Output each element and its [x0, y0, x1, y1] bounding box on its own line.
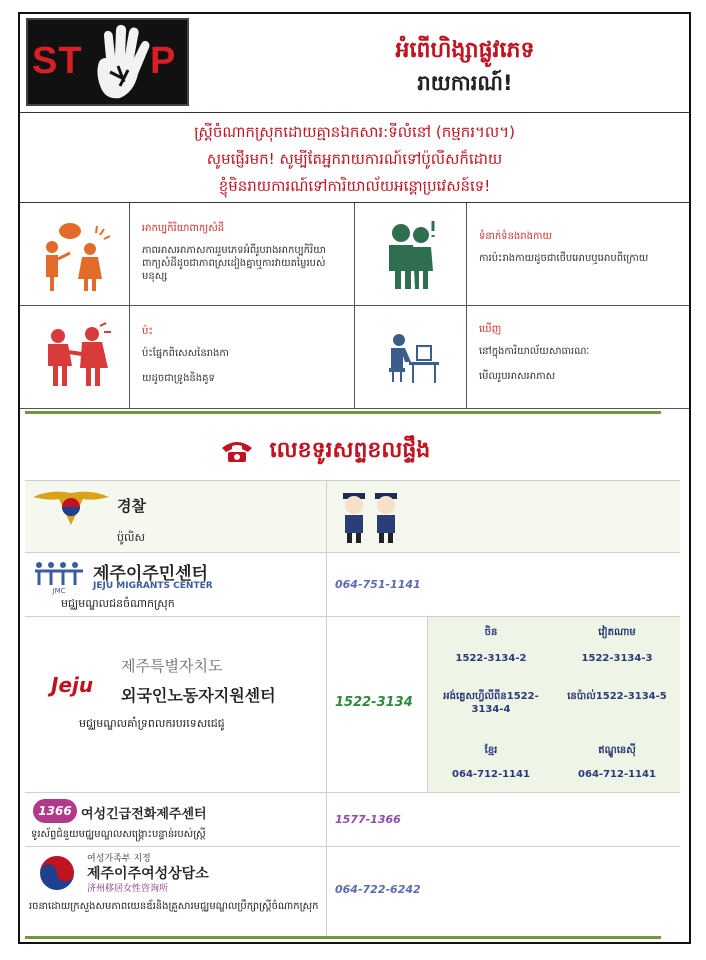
- hotline-title: [220, 436, 430, 468]
- contact-row-workers: [25, 617, 680, 793]
- header-subtitle: រាយការណ៍!: [417, 71, 513, 95]
- counsel-info: [25, 847, 327, 937]
- lang-khmer-label: ខ្មែរ: [484, 745, 498, 756]
- police-emblem-icon: [31, 485, 111, 529]
- stop-text-left: ST: [32, 40, 83, 82]
- verbal-heading: អាកប្បកិរិយាពាក្យសំដី: [142, 223, 225, 234]
- physical-contact-icon: [377, 213, 449, 293]
- jmc-english-label: JEJU MIGRANTS CENTER: [93, 581, 213, 591]
- physical-description: ការប៉ះរាងកាយដូចជាថើបអោបឬអោបពីក្រោយ: [479, 253, 649, 264]
- header-title: អំពើហិង្សាផ្លូវភេទ: [395, 38, 535, 63]
- workers-korean-main: 외국인노동자지원센터: [121, 686, 276, 705]
- contact-row-counseling: [25, 847, 680, 937]
- police-info: [25, 481, 327, 552]
- lang-indonesian-label: ឥណ្ឌូនេស៊ី: [598, 745, 636, 756]
- hotline-title-text: លេខទូរសព្ទខលផ្ទឹង: [269, 438, 431, 463]
- hand-icon: [90, 22, 156, 104]
- counsel-phone[interactable]: 064-722-6242: [335, 883, 421, 896]
- warning-line-3: ខ្ញុំមិនរាយការណ៍ទៅការិយាល័យអន្តោប្រវេសន៍ទេ!: [218, 177, 491, 195]
- lang-vietnamese-phone[interactable]: 1522-3134-3: [581, 653, 653, 664]
- lang-nepali-label: នេប៉ាល់1522-3134-5: [567, 691, 667, 702]
- physical-heading: ទំនាក់ទំនងរាងកាយ: [479, 231, 552, 242]
- workers-korean-top: 제주특별자치도: [121, 657, 223, 675]
- police-officers-illustration: [337, 487, 407, 547]
- green-divider-top: [25, 411, 661, 414]
- touch-text-cell: [130, 306, 355, 409]
- jmc-phone[interactable]: 064-751-1141: [335, 578, 421, 591]
- counsel-logo-icon: [37, 853, 77, 893]
- visual-heading: ឃើញ: [479, 324, 502, 335]
- jmc-badge-text: JMC: [52, 587, 66, 595]
- stop-text-right: P: [150, 40, 177, 82]
- workers-language-lines: [427, 617, 680, 792]
- workers-info: [25, 617, 327, 792]
- green-divider-bottom: [25, 936, 661, 939]
- visual-text-cell: [467, 306, 689, 409]
- visual-description-2: មើលរូបអាសអាភាស: [479, 371, 556, 382]
- police-korean-label: 경찰: [117, 497, 146, 515]
- jmc-khmer-label: មជ្ឈមណ្ឌលជនចំណាកស្រុក: [61, 597, 175, 610]
- contact-row-police: [25, 480, 680, 553]
- warning-line-2: សូមផ្ញើរមក! សូម្បីតែអ្នករាយការណ៍ទៅប៉ូលីសក៏ដោយ: [206, 150, 503, 168]
- women-info: [25, 793, 327, 846]
- women-korean-label: 여성긴급전화제주센터: [81, 807, 207, 822]
- jmc-logo-icon: [31, 559, 87, 595]
- lang-vietnamese-label: វៀតណាម: [598, 627, 636, 638]
- women-phone[interactable]: 1577-1366: [335, 813, 401, 826]
- poster-header: [20, 14, 689, 113]
- lang-khmer-phone[interactable]: 064-712-1141: [452, 769, 530, 780]
- contact-row-women-emergency: [25, 793, 680, 847]
- touch-icon-cell: [20, 306, 130, 409]
- lang-chinese-label: ចិន: [484, 627, 498, 638]
- touch-description-2: យដូចជាទ្រូងនិងគូទ: [142, 373, 215, 384]
- verbal-harassment-icon: [38, 217, 118, 297]
- verbal-text-cell: [130, 203, 355, 306]
- lang-english-filipino-label: អង់គ្លេសហ្វីលីពីន1522-3134-4: [443, 691, 539, 715]
- counsel-korean-top: 여성가족부 지정: [87, 854, 151, 864]
- workers-khmer-label: មជ្ឈមណ្ឌលគាំទ្រពលករបរទេសជេជូ: [79, 717, 225, 730]
- jmc-korean-label: 제주이주민센터: [93, 564, 208, 584]
- workers-logo: Jeju: [51, 673, 94, 697]
- office-desk-icon: [383, 328, 443, 388]
- counsel-hanja: 济州移居女性咨询所: [87, 884, 169, 894]
- counsel-korean-main: 제주이주여성상담소: [87, 866, 209, 882]
- lang-chinese-phone[interactable]: 1522-3134-2: [455, 653, 527, 664]
- harassment-types-grid: [20, 203, 689, 409]
- poster-frame: [18, 12, 691, 944]
- jmc-info: [25, 553, 327, 616]
- women-khmer-label: ទូរស័ព្ទជំនួយមជ្ឈមណ្ឌលសង្គ្រោះបន្ទាន់របស់ស្ត្រី: [31, 829, 206, 840]
- women-1366-logo: 1366: [33, 799, 77, 823]
- touch-description: ប៉ះផ្នែកពិសេសនៃរាងកា: [142, 348, 229, 359]
- verbal-icon-cell: [20, 203, 130, 306]
- phone-icon: [220, 438, 254, 464]
- stop-logo: [26, 18, 189, 106]
- counsel-khmer-label: រចនាដោយក្រសួងសមភាពយេនឌ័រនិងគ្រួសារមជ្ឈមណ្ឌលប្រឹក្សាស្ត្រីចំណាកស្រុក: [29, 901, 319, 912]
- workers-phone[interactable]: 1522-3134: [335, 695, 413, 710]
- police-khmer-label: ប៉ូលិស: [117, 531, 145, 544]
- lang-nepali-phone[interactable]: 1522-3134-5: [595, 691, 667, 702]
- touch-heading: ប៉ះ: [142, 326, 153, 337]
- lang-english-filipino-phone[interactable]: 1522-3134-4: [471, 691, 539, 715]
- lang-indonesian-phone[interactable]: 064-712-1141: [578, 769, 656, 780]
- physical-icon-cell: [355, 203, 467, 306]
- verbal-description: ភាពអាសអាភាសការរួមភេទអំពីរូបរាងអាកប្បកិរិយាពាក្យសំដីដូចជាភាពស្រដៀងគ្នាឬការវាយតម្លៃរបស់មនុស្ស: [142, 245, 326, 282]
- warning-message: [20, 113, 689, 203]
- warning-line-1: ស្ត្រីចំណាកស្រុកដោយគ្មានឯកសារ:ទីលំនៅ (កម្មករ។ល។): [194, 123, 515, 141]
- visual-icon-cell: [355, 306, 467, 409]
- contact-row-jmc: [25, 553, 680, 617]
- touch-harassment-icon: [38, 322, 118, 392]
- physical-text-cell: [467, 203, 689, 306]
- visual-description: នៅក្នុងការិយាល័យសាធារណៈ: [479, 346, 590, 357]
